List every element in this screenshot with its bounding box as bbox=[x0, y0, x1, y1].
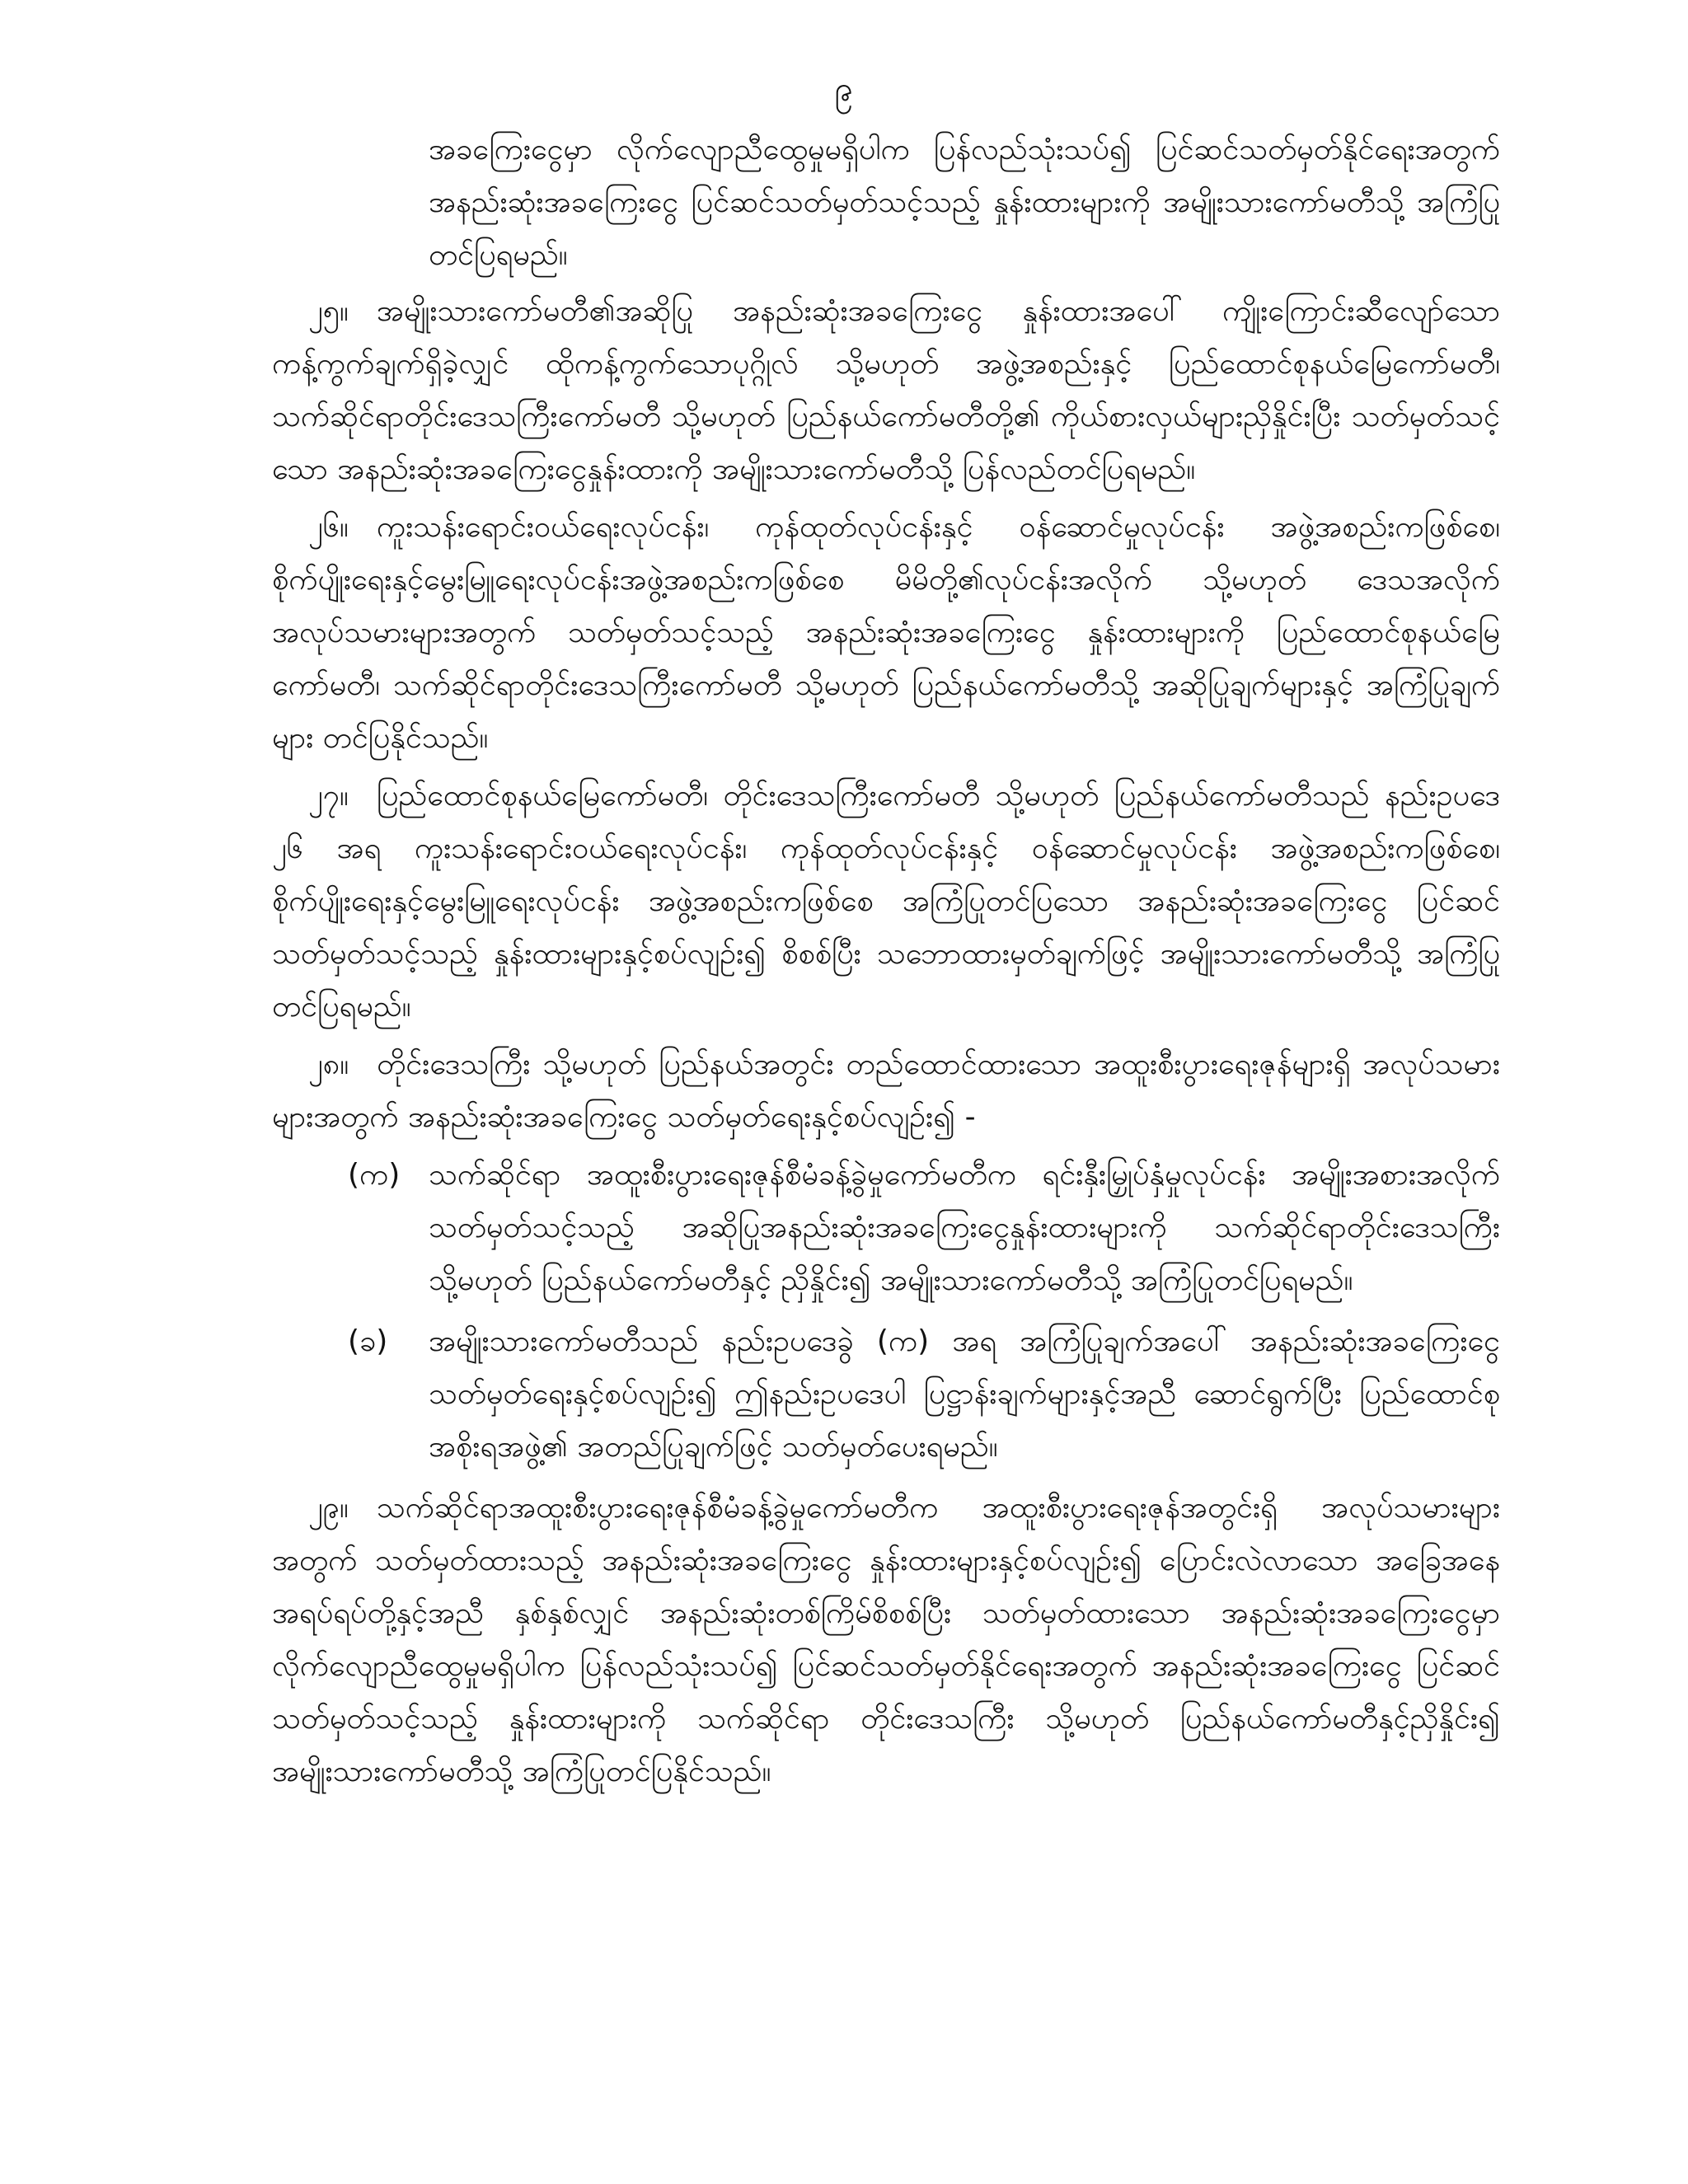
document-body bbox=[272, 124, 1500, 1803]
paragraph-25 bbox=[272, 285, 1500, 496]
paragraph-text: အမျိုးသားကော်မတီ၏အဆိုပြု အနည်းဆုံးအခကြေးငွေ နှုန်းထားအပေါ် ကျိုးကြောင်းဆီလျော်သော ကန့်ကွက်ချက်ရှိခဲ့လျှင် ထိုကန့်ကွက်သောပုဂ္ဂိုလ် သို့မဟုတ် အဖွဲ့အစည်းနှင့် ပြည်ထောင်စုနယ်မြေကော်မတီ၊ သက်ဆိုင်ရာတိုင်းဒေသကြီးကော်မတီ သို့မဟုတ် ပြည်နယ်ကော်မတီတို့၏ ကိုယ်စားလှယ်များညှိနှိုင်းပြီး သတ်မှတ်သင့်သော အနည်းဆုံးအခကြေးငွေနှုန်းထားကို အမျိုးသားကော်မတီသို့ ပြန်လည်တင်ပြရမည်။ bbox=[272, 294, 1500, 486]
sub-item-kha bbox=[272, 1315, 1500, 1474]
paragraph-27 bbox=[272, 770, 1500, 1033]
paragraph-number: ၂၆။ bbox=[308, 510, 349, 544]
sub-item-marker: (ခ) bbox=[348, 1324, 388, 1358]
paragraph-text: တိုင်းဒေသကြီး သို့မဟုတ် ပြည်နယ်အတွင်း တည်ထောင်ထားသော အထူးစီးပွားရေးဇုန်များရှိ အလုပ်သမားများအတွက် အနည်းဆုံးအခကြေးငွေ သတ်မှတ်ရေးနှင့်စပ်လျဉ်း၍ - bbox=[272, 1047, 1500, 1134]
paragraph-number: ၂၉။ bbox=[308, 1491, 349, 1525]
paragraph-26 bbox=[272, 501, 1500, 765]
page-number: ၉ bbox=[834, 70, 854, 108]
sub-item-text: သက်ဆိုင်ရာ အထူးစီးပွားရေးဇုန်စီမံခန့်ခွဲမှုကော်မတီက ရင်းနှီးမြှုပ်နှံမှုလုပ်ငန်း အမျိုးအစားအလိုက် သတ်မှတ်သင့်သည့် အဆိုပြုအနည်းဆုံးအခကြေးငွေနှုန်းထားများကို သက်ဆိုင်ရာတိုင်းဒေသကြီး သို့မဟုတ် ပြည်နယ်ကော်မတီနှင့် ညှိနှိုင်း၍ အမျိုးသားကော်မတီသို့ အကြံပြုတင်ပြရမည်။ bbox=[429, 1158, 1500, 1297]
paragraph-number: ၂၅။ bbox=[308, 294, 349, 328]
sub-item-ka bbox=[272, 1149, 1500, 1307]
paragraph-text: ပြည်ထောင်စုနယ်မြေကော်မတီ၊ တိုင်းဒေသကြီးကော်မတီ သို့မဟုတ် ပြည်နယ်ကော်မတီသည် နည်းဥပဒေ ၂၆ အရ ကူးသန်းရောင်းဝယ်ရေးလုပ်ငန်း၊ ကုန်ထုတ်လုပ်ငန်းနှင့် ဝန်ဆောင်မှုလုပ်ငန်း အဖွဲ့အစည်းကဖြစ်စေ၊ စိုက်ပျိုးရေးနှင့်မွေးမြူရေးလုပ်ငန်း အဖွဲ့အစည်းကဖြစ်စေ အကြံပြုတင်ပြသော အနည်းဆုံးအခကြေးငွေ ပြင်ဆင်သတ်မှတ်သင့်သည့် နှုန်းထားများနှင့်စပ်လျဉ်း၍ စိစစ်ပြီး သဘောထားမှတ်ချက်ဖြင့် အမျိုးသားကော်မတီသို့ အကြံပြုတင်ပြရမည်။ bbox=[272, 779, 1500, 1024]
sub-item-text: အမျိုးသားကော်မတီသည် နည်းဥပဒေခွဲ (က) အရ အကြံပြုချက်အပေါ် အနည်းဆုံးအခကြေးငွေ သတ်မှတ်ရေးနှင့်စပ်လျဉ်း၍ ဤနည်းဥပဒေပါ ပြဋ္ဌာန်းချက်များနှင့်အညီ ဆောင်ရွက်ပြီး ပြည်ထောင်စုအစိုးရအဖွဲ့၏ အတည်ပြုချက်ဖြင့် သတ်မှတ်ပေးရမည်။ bbox=[429, 1324, 1500, 1464]
paragraph-text: သက်ဆိုင်ရာအထူးစီးပွားရေးဇုန်စီမံခန့်ခွဲမှုကော်မတီက အထူးစီးပွားရေးဇုန်အတွင်းရှိ အလုပ်သမားများအတွက် သတ်မှတ်ထားသည့် အနည်းဆုံးအခကြေးငွေ နှုန်းထားများနှင့်စပ်လျဉ်း၍ ပြောင်းလဲလာသော အခြေအနေအရပ်ရပ်တို့နှင့်အညီ နှစ်နှစ်လျှင် အနည်းဆုံးတစ်ကြိမ်စိစစ်ပြီး သတ်မှတ်ထားသော အနည်းဆုံးအခကြေးငွေမှာ လိုက်လျောညီထွေမှုမရှိပါက ပြန်လည်သုံးသပ်၍ ပြင်ဆင်သတ်မှတ်နိုင်ရေးအတွက် အနည်းဆုံးအခကြေးငွေ ပြင်ဆင်သတ်မှတ်သင့်သည့် နှုန်းထားများကို သက်ဆိုင်ရာ တိုင်းဒေသကြီး သို့မဟုတ် ပြည်နယ်ကော်မတီနှင့်ညှိနှိုင်း၍ အမျိုးသားကော်မတီသို့ အကြံပြုတင်ပြနိုင်သည်။ bbox=[272, 1491, 1500, 1788]
paragraph-number: ၂၈။ bbox=[308, 1047, 349, 1081]
paragraph-number: ၂၇။ bbox=[308, 779, 349, 813]
paragraph-28 bbox=[272, 1038, 1500, 1144]
paragraph-text: ကူးသန်းရောင်းဝယ်ရေးလုပ်ငန်း၊ ကုန်ထုတ်လုပ်ငန်းနှင့် ဝန်ဆောင်မှုလုပ်ငန်း အဖွဲ့အစည်းကဖြစ်စေ၊ စိုက်ပျိုးရေးနှင့်မွေးမြူရေးလုပ်ငန်းအဖွဲ့အစည်းကဖြစ်စေ မိမိတို့၏လုပ်ငန်းအလိုက် သို့မဟုတ် ဒေသအလိုက် အလုပ်သမားများအတွက် သတ်မှတ်သင့်သည့် အနည်းဆုံးအခကြေးငွေ နှုန်းထားများကို ပြည်ထောင်စုနယ်မြေကော်မတီ၊ သက်ဆိုင်ရာတိုင်းဒေသကြီးကော်မတီ သို့မဟုတ် ပြည်နယ်ကော်မတီသို့ အဆိုပြုချက်များနှင့် အကြံပြုချက်များ တင်ပြနိုင်သည်။ bbox=[272, 510, 1500, 755]
sub-item-marker: (က) bbox=[348, 1158, 401, 1192]
continuation-text: အခကြေးငွေမှာ လိုက်လျောညီထွေမှုမရှိပါက ပြန်လည်သုံးသပ်၍ ပြင်ဆင်သတ်မှတ်နိုင်ရေးအတွက် အနည်းဆုံးအခကြေးငွေ ပြင်ဆင်သတ်မှတ်သင့်သည့် နှုန်းထားများကို အမျိုးသားကော်မတီသို့ အကြံပြုတင်ပြရမည်။ bbox=[429, 133, 1500, 272]
paragraph-29 bbox=[272, 1482, 1500, 1798]
